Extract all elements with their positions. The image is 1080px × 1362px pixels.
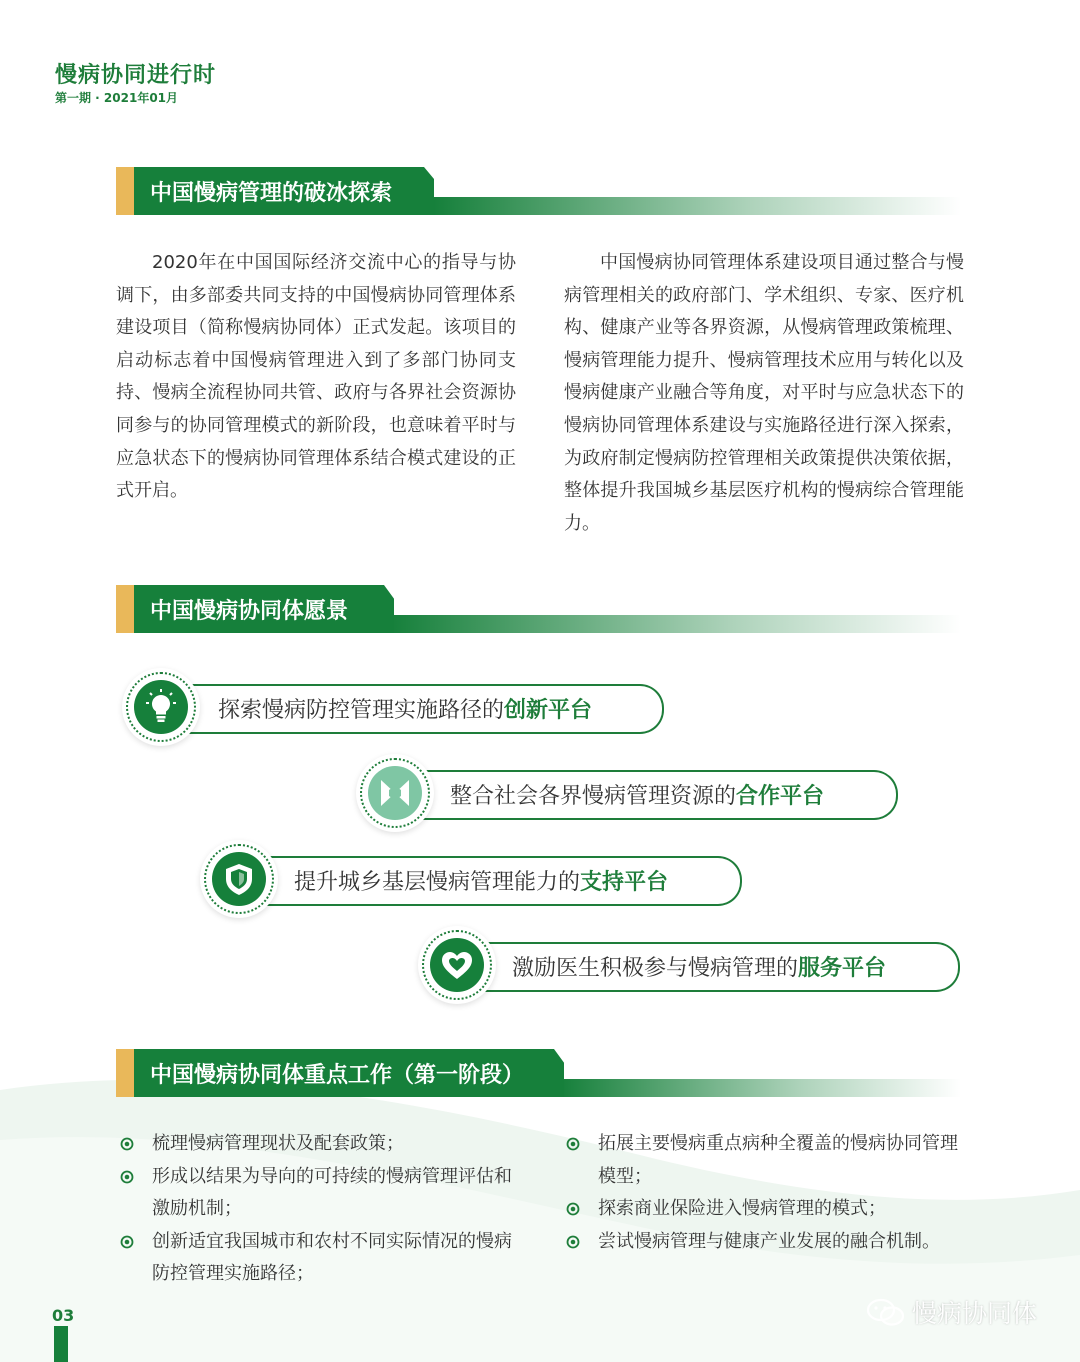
vision-icon-circle: [122, 668, 200, 746]
bullet-icon: [120, 1235, 134, 1249]
page-number: 03: [52, 1306, 75, 1325]
section-fade: [391, 615, 961, 633]
wechat-icon: [866, 1297, 906, 1327]
vision-icon-circle: [356, 754, 434, 832]
list-item: 尝试慢病管理与健康产业发展的融合机制。: [564, 1226, 964, 1259]
vision-text: 激励医生积极参与慢病管理的服务平台: [512, 956, 887, 981]
page-bar: [54, 1326, 68, 1362]
work-list-right: [564, 1128, 964, 1258]
heart-icon: [430, 938, 484, 992]
handshake-icon: [368, 766, 422, 820]
list-item: 创新适宜我国城市和农村不同实际情况的慢病防控管理实施路径；: [118, 1226, 518, 1291]
section-accent: [116, 1049, 134, 1097]
work-list-left: [118, 1128, 518, 1291]
vision-icon-circle: [418, 926, 496, 1004]
section-title: 中国慢病管理的破冰探索: [150, 181, 393, 206]
paragraph-right: 中国慢病协同管理体系建设项目通过整合与慢病管理相关的政府部门、学术组织、专家、医疗机构、健康产业等各界资源，从慢病管理政策梳理、慢病管理能力提升、慢病管理技术应用与转化以及慢病健康产业融合等角度，对平时与应急状态下的慢病协同管理体系建设与实施路径进行深入探索，为政府制定慢病防控管理相关政策提供决策依据，整体提升我国城乡基层医疗机构的慢病综合管理能力。: [564, 252, 964, 534]
lightbulb-icon: [134, 680, 188, 734]
section-fade: [434, 197, 961, 215]
list-item: 探索商业保险进入慢病管理的模式；: [564, 1193, 964, 1226]
bullet-icon: [120, 1170, 134, 1184]
vision-text: 探索慢病防控管理实施路径的创新平台: [218, 698, 593, 723]
shield-icon: [212, 852, 266, 906]
section-accent: [116, 585, 134, 633]
vision-icon-circle: [200, 840, 278, 918]
list-item: 梳理慢病管理现状及配套政策；: [118, 1128, 518, 1161]
list-item: 形成以结果为导向的可持续的慢病管理评估和激励机制；: [118, 1161, 518, 1226]
vision-item-1: [122, 668, 667, 748]
section-fade: [561, 1079, 961, 1097]
section-title: 中国慢病协同体重点工作（第一阶段）: [150, 1063, 525, 1088]
list-item: 拓展主要慢病重点病种全覆盖的慢病协同管理模型；: [564, 1128, 964, 1193]
bullet-icon: [566, 1202, 580, 1216]
bullet-icon: [120, 1137, 134, 1151]
watermark-text: 慢病协同体: [912, 1299, 1038, 1328]
watermark: [866, 1294, 1037, 1330]
magazine-title: 慢病协同进行时: [55, 63, 217, 88]
bullet-icon: [566, 1235, 580, 1249]
vision-item-2: [356, 754, 901, 834]
vision-item-4: [418, 926, 963, 1006]
section-accent: [116, 167, 134, 215]
vision-text: 整合社会各界慢病管理资源的合作平台: [450, 784, 825, 809]
issue-date: 第一期 · 2021年01月: [55, 91, 179, 105]
section-title-bar-1: [116, 167, 961, 215]
bullet-icon: [566, 1137, 580, 1151]
section-title-bar-2: [116, 585, 961, 633]
section-title-bar-3: [116, 1049, 961, 1097]
vision-text: 提升城乡基层慢病管理能力的支持平台: [294, 870, 669, 895]
paragraph-left: 2020年在中国国际经济交流中心的指导与协调下，由多部委共同支持的中国慢病协同管理体系建设项目（简称慢病协同体）正式发起。该项目的启动标志着中国慢病管理进入到了多部门协同支持、慢病全流程协同共管、政府与各界社会资源协同参与的协同管理模式的新阶段，也意味着平时与应急状态下的慢病协同管理体系结合模式建设的正式开启。: [116, 252, 516, 502]
section-title: 中国慢病协同体愿景: [150, 599, 349, 624]
vision-item-3: [200, 840, 745, 920]
